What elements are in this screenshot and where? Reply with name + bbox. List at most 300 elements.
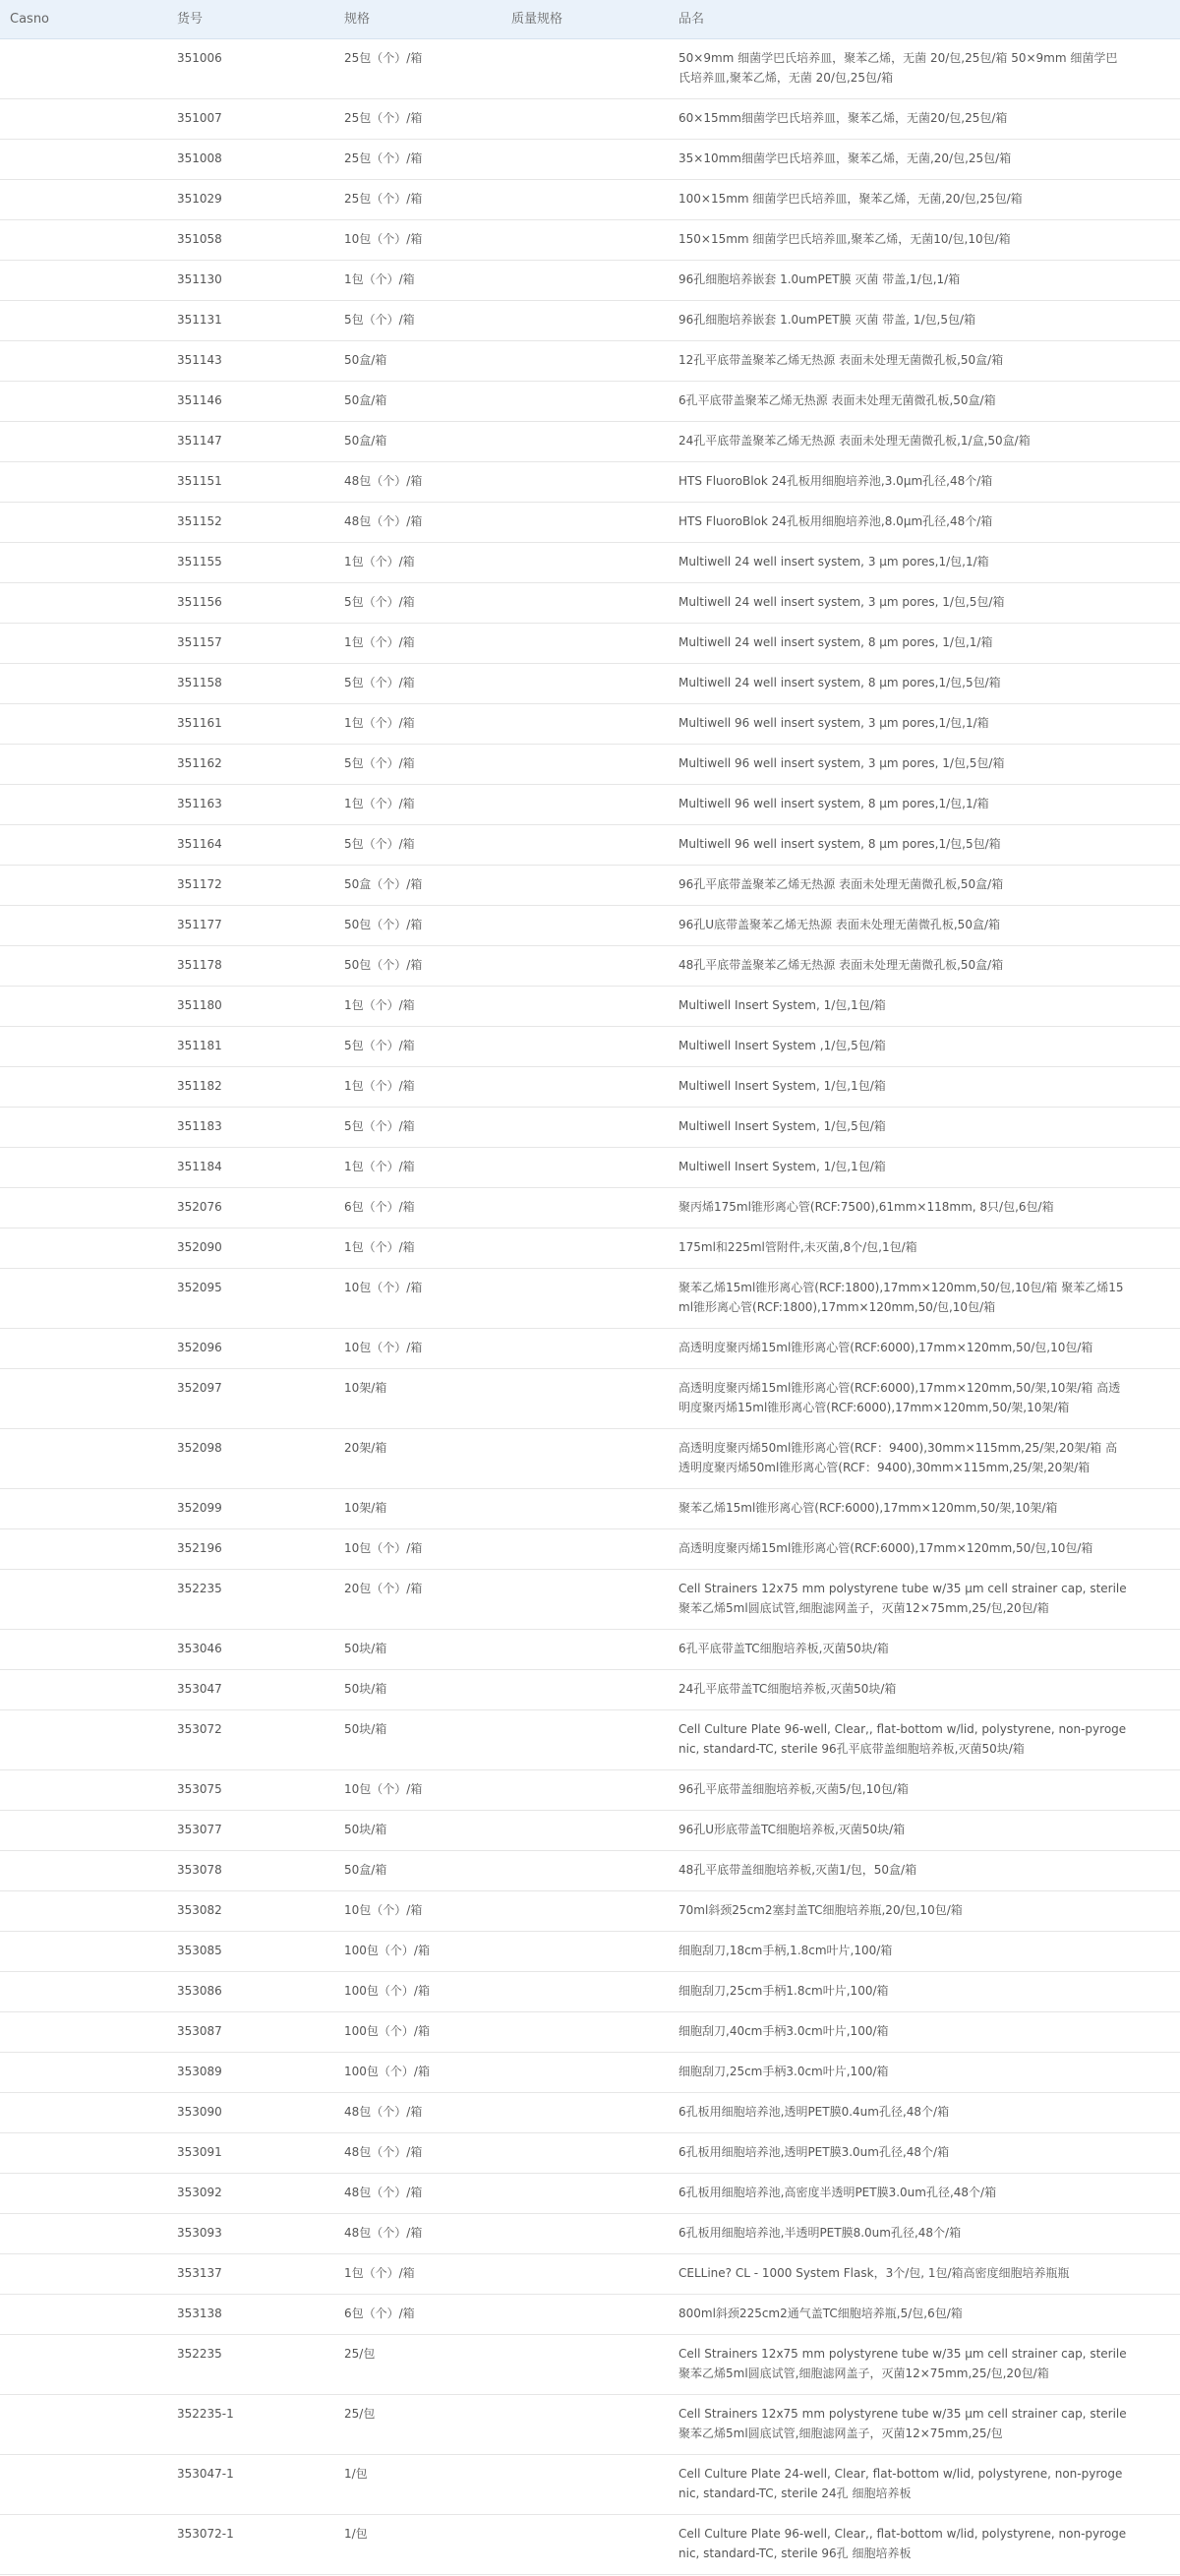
cell-spec: 6包（个）/箱	[344, 2306, 415, 2320]
table-body	[0, 39, 1180, 2575]
cell-casno	[10, 1369, 177, 1428]
cell-product-name: 6孔板用细胞培养池,高密度半透明PET膜3.0um孔径,48个/箱	[678, 2186, 997, 2199]
table-row	[0, 341, 1180, 382]
table-row	[0, 906, 1180, 946]
cell-product-name: Multiwell Insert System, 1/包,5包/箱	[678, 1119, 886, 1133]
table-row	[0, 1369, 1180, 1429]
cell-casno	[10, 1489, 177, 1528]
cell-spec: 20包（个）/箱	[344, 1582, 423, 1595]
table-row	[0, 624, 1180, 664]
cell-casno	[10, 624, 177, 663]
cell-quality-spec	[511, 866, 678, 905]
cell-product-name: 50×9mm 细菌学巴氏培养皿，聚苯乙烯，无菌 20/包,25包/箱 50×9mm 细菌学巴氏培养皿,聚苯乙烯，无菌 20/包,25包/箱	[678, 51, 1118, 85]
table-row	[0, 1770, 1180, 1811]
row-padding	[0, 825, 10, 865]
table-row	[0, 1188, 1180, 1228]
cell-quality-spec	[511, 704, 678, 744]
cell-product-name: 6孔板用细胞培养池,透明PET膜3.0um孔径,48个/箱	[678, 2145, 950, 2159]
cell-quality-spec	[511, 1851, 678, 1890]
cell-item-no: 351172	[177, 877, 222, 891]
cell-casno	[10, 180, 177, 219]
cell-product-name: 6孔板用细胞培养池,透明PET膜0.4um孔径,48个/箱	[678, 2105, 950, 2119]
cell-item-no: 351183	[177, 1119, 222, 1133]
table-row	[0, 1067, 1180, 1108]
cell-item-no: 353138	[177, 2306, 222, 2320]
table-row	[0, 2455, 1180, 2515]
cell-quality-spec	[511, 987, 678, 1026]
cell-product-name: 35×10mm细菌学巴氏培养皿，聚苯乙烯，无菌,20/包,25包/箱	[678, 151, 1012, 165]
cell-casno	[10, 1529, 177, 1569]
cell-spec: 50块/箱	[344, 1823, 387, 1836]
cell-casno	[10, 1269, 177, 1328]
cell-casno	[10, 1188, 177, 1228]
row-padding	[0, 39, 10, 98]
cell-casno	[10, 1891, 177, 1931]
cell-product-name: Cell Culture Plate 24-well, Clear, flat-bottom w/lid, polystyrene, non-pyrogenic, standard-TC, sterile 24孔 细胞培养板	[678, 2467, 1123, 2500]
cell-product-name: 聚苯乙烯15ml锥形离心管(RCF:6000),17mm×120mm,50/架,10架/箱	[678, 1501, 1058, 1515]
cell-item-no: 351006	[177, 51, 222, 65]
cell-spec: 48包（个）/箱	[344, 2186, 423, 2199]
cell-item-no: 353082	[177, 1903, 222, 1917]
cell-quality-spec	[511, 39, 678, 98]
cell-item-no: 351152	[177, 514, 222, 528]
cell-quality-spec	[511, 2053, 678, 2092]
table-row	[0, 180, 1180, 220]
row-padding	[0, 906, 10, 945]
row-padding	[0, 1188, 10, 1228]
cell-quality-spec	[511, 2133, 678, 2173]
cell-product-name: Cell Strainers 12x75 mm polystyrene tube w/35 μm cell strainer cap, sterile 聚苯乙烯5ml圆底试管,细胞滤网盖子，灭菌12×75mm,25/包,20包/箱	[678, 1582, 1127, 1615]
cell-spec: 10架/箱	[344, 1381, 387, 1395]
cell-spec: 50包（个）/箱	[344, 918, 423, 931]
cell-product-name: Multiwell 96 well insert system, 3 μm pores,1/包,1/箱	[678, 716, 989, 730]
cell-casno	[10, 2455, 177, 2514]
cell-casno	[10, 39, 177, 98]
row-padding	[0, 1570, 10, 1629]
cell-item-no: 352095	[177, 1281, 222, 1294]
row-padding	[0, 2133, 10, 2173]
table-row	[0, 261, 1180, 301]
cell-product-name: Multiwell 96 well insert system, 3 μm pores, 1/包,5包/箱	[678, 756, 1005, 770]
cell-casno	[10, 704, 177, 744]
cell-spec: 1包（个）/箱	[344, 1079, 415, 1093]
cell-item-no: 352076	[177, 1200, 222, 1214]
row-padding	[0, 704, 10, 744]
cell-quality-spec	[511, 220, 678, 260]
cell-casno	[10, 1027, 177, 1066]
table-row	[0, 987, 1180, 1027]
cell-casno	[10, 906, 177, 945]
cell-spec: 50盒/箱	[344, 434, 387, 448]
cell-spec: 50盒（个）/箱	[344, 877, 423, 891]
row-padding	[0, 2295, 10, 2334]
cell-casno	[10, 2012, 177, 2052]
row-padding	[0, 220, 10, 260]
cell-quality-spec	[511, 2295, 678, 2334]
cell-item-no: 351155	[177, 555, 222, 569]
cell-quality-spec	[511, 2254, 678, 2294]
cell-item-no: 351146	[177, 393, 222, 407]
cell-spec: 10包（个）/箱	[344, 1782, 423, 1796]
row-padding	[0, 1067, 10, 1107]
table-row	[0, 220, 1180, 261]
cell-casno	[10, 2053, 177, 2092]
cell-quality-spec	[511, 382, 678, 421]
row-padding	[0, 1148, 10, 1187]
row-padding	[0, 1027, 10, 1066]
table-row	[0, 503, 1180, 543]
cell-quality-spec	[511, 1188, 678, 1228]
table-row	[0, 2295, 1180, 2335]
cell-spec: 48包（个）/箱	[344, 514, 423, 528]
cell-item-no: 351007	[177, 111, 222, 125]
cell-item-no: 351177	[177, 918, 222, 931]
cell-item-no: 352196	[177, 1541, 222, 1555]
cell-item-no: 351162	[177, 756, 222, 770]
cell-quality-spec	[511, 1932, 678, 1971]
table-row	[0, 1811, 1180, 1851]
cell-item-no: 353072-1	[177, 2527, 234, 2541]
table-row	[0, 1710, 1180, 1770]
cell-spec: 10包（个）/箱	[344, 1281, 423, 1294]
cell-quality-spec	[511, 1329, 678, 1368]
cell-product-name: 175ml和225ml管附件,未灭菌,8个/包,1包/箱	[678, 1240, 917, 1254]
cell-casno	[10, 2093, 177, 2132]
row-padding	[0, 1932, 10, 1971]
cell-quality-spec	[511, 2455, 678, 2514]
table-row	[0, 422, 1180, 462]
header-padding	[0, 0, 10, 38]
cell-item-no: 351163	[177, 797, 222, 810]
cell-product-name: Multiwell Insert System, 1/包,1包/箱	[678, 998, 886, 1012]
cell-casno	[10, 1570, 177, 1629]
cell-casno	[10, 946, 177, 986]
cell-quality-spec	[511, 261, 678, 300]
table-row	[0, 1851, 1180, 1891]
cell-casno	[10, 866, 177, 905]
row-padding	[0, 1851, 10, 1890]
cell-product-name: Multiwell 24 well insert system, 3 μm pores, 1/包,5包/箱	[678, 595, 1005, 609]
table-header-row	[0, 0, 1180, 39]
table-row	[0, 1269, 1180, 1329]
cell-product-name: Multiwell 24 well insert system, 8 μm pores, 1/包,1/箱	[678, 635, 993, 649]
row-padding	[0, 301, 10, 340]
table-row	[0, 1932, 1180, 1972]
cell-product-name: HTS FluoroBlok 24孔板用细胞培养池,8.0μm孔径,48个/箱	[678, 514, 993, 528]
cell-product-name: 96孔平底带盖细胞培养板,灭菌5/包,10包/箱	[678, 1782, 909, 1796]
cell-spec: 1/包	[344, 2527, 368, 2541]
cell-product-name: Multiwell Insert System, 1/包,1包/箱	[678, 1079, 886, 1093]
cell-product-name: 800ml斜颈225cm2通气盖TC细胞培养瓶,5/包,6包/箱	[678, 2306, 963, 2320]
table-row	[0, 462, 1180, 503]
cell-product-name: 48孔平底带盖聚苯乙烯无热源 表面未处理无菌微孔板,50盒/箱	[678, 958, 1004, 972]
cell-quality-spec	[511, 341, 678, 381]
cell-product-name: 12孔平底带盖聚苯乙烯无热源 表面未处理无菌微孔板,50盒/箱	[678, 353, 1004, 367]
cell-item-no: 351008	[177, 151, 222, 165]
cell-item-no: 353085	[177, 1944, 222, 1957]
cell-casno	[10, 140, 177, 179]
cell-spec: 25包（个）/箱	[344, 151, 423, 165]
table-row	[0, 1529, 1180, 1570]
cell-quality-spec	[511, 1972, 678, 2011]
cell-spec: 48包（个）/箱	[344, 474, 423, 488]
cell-spec: 5包（个）/箱	[344, 837, 415, 851]
row-padding	[0, 2395, 10, 2454]
cell-quality-spec	[511, 1529, 678, 1569]
row-padding	[0, 2515, 10, 2574]
table-row	[0, 2174, 1180, 2214]
cell-casno	[10, 1228, 177, 1268]
table-row	[0, 1972, 1180, 2012]
cell-casno	[10, 1811, 177, 1850]
row-padding	[0, 2335, 10, 2394]
cell-spec: 25包（个）/箱	[344, 111, 423, 125]
table-row	[0, 2133, 1180, 2174]
row-padding	[0, 946, 10, 986]
cell-casno	[10, 2214, 177, 2253]
table-row	[0, 1489, 1180, 1529]
cell-spec: 1/包	[344, 2467, 368, 2481]
cell-product-name: 聚丙烯175ml锥形离心管(RCF:7500),61mm×118mm, 8只/包,6包/箱	[678, 1200, 1054, 1214]
row-padding	[0, 1228, 10, 1268]
cell-product-name: Cell Culture Plate 96-well, Clear,, flat-bottom w/lid, polystyrene, non-pyrogenic, standard-TC, sterile 96孔平底带盖细胞培养板,灭菌50块/箱	[678, 1722, 1127, 1756]
cell-casno	[10, 1108, 177, 1147]
cell-product-name: Multiwell Insert System, 1/包,1包/箱	[678, 1160, 886, 1173]
cell-spec: 1包（个）/箱	[344, 555, 415, 569]
cell-quality-spec	[511, 2335, 678, 2394]
cell-item-no: 351180	[177, 998, 222, 1012]
table-row	[0, 140, 1180, 180]
cell-product-name: 96孔平底带盖聚苯乙烯无热源 表面未处理无菌微孔板,50盒/箱	[678, 877, 1004, 891]
cell-quality-spec	[511, 2174, 678, 2213]
row-padding	[0, 2174, 10, 2213]
cell-casno	[10, 2335, 177, 2394]
cell-spec: 48包（个）/箱	[344, 2226, 423, 2240]
cell-item-no: 351151	[177, 474, 222, 488]
cell-spec: 1包（个）/箱	[344, 1160, 415, 1173]
cell-product-name: 100×15mm 细菌学巴氏培养皿，聚苯乙烯，无菌,20/包,25包/箱	[678, 192, 1023, 206]
cell-item-no: 351161	[177, 716, 222, 730]
cell-spec: 10包（个）/箱	[344, 232, 423, 246]
cell-item-no: 351131	[177, 313, 222, 327]
cell-quality-spec	[511, 624, 678, 663]
cell-quality-spec	[511, 422, 678, 461]
cell-item-no: 353078	[177, 1863, 222, 1877]
cell-product-name: Multiwell 24 well insert system, 3 μm pores,1/包,1/箱	[678, 555, 989, 569]
cell-product-name: 96孔细胞培养嵌套 1.0umPET膜 灭菌 带盖,1/包,1/箱	[678, 272, 961, 286]
cell-casno	[10, 1329, 177, 1368]
table-row	[0, 1670, 1180, 1710]
cell-product-name: 高透明度聚丙烯50ml锥形离心管(RCF：9400),30mm×115mm,25/架,20架/箱 高透明度聚丙烯50ml锥形离心管(RCF：9400),30mm×115mm,25/架,20架/箱	[678, 1441, 1118, 1474]
cell-spec: 1包（个）/箱	[344, 797, 415, 810]
cell-product-name: 高透明度聚丙烯15ml锥形离心管(RCF:6000),17mm×120mm,50/包,10包/箱	[678, 1541, 1093, 1555]
cell-item-no: 353077	[177, 1823, 222, 1836]
cell-quality-spec	[511, 946, 678, 986]
cell-casno	[10, 462, 177, 502]
table-row	[0, 1228, 1180, 1269]
cell-spec: 100包（个）/箱	[344, 1944, 430, 1957]
cell-casno	[10, 1932, 177, 1971]
cell-quality-spec	[511, 1269, 678, 1328]
cell-product-name: 96孔U底带盖聚苯乙烯无热源 表面未处理无菌微孔板,50盒/箱	[678, 918, 1000, 931]
cell-quality-spec	[511, 583, 678, 623]
cell-quality-spec	[511, 301, 678, 340]
cell-spec: 50盒/箱	[344, 353, 387, 367]
cell-item-no: 353087	[177, 2024, 222, 2038]
cell-spec: 100包（个）/箱	[344, 1984, 430, 1998]
table-row	[0, 2012, 1180, 2053]
row-padding	[0, 1529, 10, 1569]
cell-quality-spec	[511, 664, 678, 703]
row-padding	[0, 2012, 10, 2052]
cell-quality-spec	[511, 1770, 678, 1810]
table-row	[0, 825, 1180, 866]
cell-spec: 50盒/箱	[344, 1863, 387, 1877]
cell-spec: 10包（个）/箱	[344, 1341, 423, 1354]
table-row	[0, 1630, 1180, 1670]
cell-quality-spec	[511, 906, 678, 945]
cell-item-no: 351143	[177, 353, 222, 367]
cell-quality-spec	[511, 503, 678, 542]
cell-spec: 50块/箱	[344, 1682, 387, 1696]
table-row	[0, 301, 1180, 341]
cell-spec: 5包（个）/箱	[344, 313, 415, 327]
cell-casno	[10, 1670, 177, 1709]
cell-casno	[10, 1429, 177, 1488]
cell-product-name: Multiwell 24 well insert system, 8 μm pores,1/包,5包/箱	[678, 676, 1001, 689]
table-row	[0, 946, 1180, 987]
cell-casno	[10, 261, 177, 300]
cell-product-name: Multiwell 96 well insert system, 8 μm pores,1/包,5包/箱	[678, 837, 1001, 851]
row-padding	[0, 1108, 10, 1147]
cell-product-name: 6孔平底带盖聚苯乙烯无热源 表面未处理无菌微孔板,50盒/箱	[678, 393, 996, 407]
cell-spec: 25包（个）/箱	[344, 51, 423, 65]
table-row	[0, 664, 1180, 704]
cell-product-name: 细胞刮刀,18cm手柄,1.8cm叶片,100/箱	[678, 1944, 893, 1957]
cell-casno	[10, 2395, 177, 2454]
cell-product-name: 高透明度聚丙烯15ml锥形离心管(RCF:6000),17mm×120mm,50/包,10包/箱	[678, 1341, 1093, 1354]
row-padding	[0, 1269, 10, 1328]
table-row	[0, 1329, 1180, 1369]
cell-item-no: 352096	[177, 1341, 222, 1354]
row-padding	[0, 785, 10, 824]
cell-item-no: 352235	[177, 2347, 222, 2361]
cell-spec: 100包（个）/箱	[344, 2065, 430, 2078]
cell-product-name: 细胞刮刀,25cm手柄3.0cm叶片,100/箱	[678, 2065, 889, 2078]
table-row	[0, 382, 1180, 422]
cell-casno	[10, 220, 177, 260]
cell-quality-spec	[511, 1067, 678, 1107]
row-padding	[0, 2214, 10, 2253]
cell-spec: 6包（个）/箱	[344, 1200, 415, 1214]
cell-item-no: 353093	[177, 2226, 222, 2240]
cell-casno	[10, 664, 177, 703]
cell-quality-spec	[511, 1630, 678, 1669]
cell-item-no: 351156	[177, 595, 222, 609]
cell-casno	[10, 1972, 177, 2011]
cell-item-no: 353092	[177, 2186, 222, 2199]
cell-casno	[10, 422, 177, 461]
row-padding	[0, 1329, 10, 1368]
cell-item-no: 353072	[177, 1722, 222, 1736]
cell-quality-spec	[511, 1710, 678, 1769]
row-padding	[0, 866, 10, 905]
cell-spec: 25/包	[344, 2407, 376, 2421]
row-padding	[0, 341, 10, 381]
cell-quality-spec	[511, 1811, 678, 1850]
cell-spec: 1包（个）/箱	[344, 716, 415, 730]
table-row	[0, 2053, 1180, 2093]
cell-spec: 25/包	[344, 2347, 376, 2361]
cell-spec: 10包（个）/箱	[344, 1903, 423, 1917]
cell-spec: 5包（个）/箱	[344, 595, 415, 609]
cell-item-no: 351182	[177, 1079, 222, 1093]
cell-product-name: 48孔平底带盖细胞培养板,灭菌1/包，50盒/箱	[678, 1863, 917, 1877]
cell-quality-spec	[511, 1570, 678, 1629]
table-row	[0, 39, 1180, 99]
cell-quality-spec	[511, 1108, 678, 1147]
cell-item-no: 352098	[177, 1441, 222, 1455]
cell-quality-spec	[511, 1369, 678, 1428]
cell-spec: 50块/箱	[344, 1642, 387, 1655]
cell-product-name: Cell Strainers 12x75 mm polystyrene tube w/35 μm cell strainer cap, sterile 聚苯乙烯5ml圆底试管,细胞滤网盖子，灭菌12×75mm,25/包	[678, 2407, 1127, 2440]
cell-casno	[10, 543, 177, 582]
row-padding	[0, 503, 10, 542]
cell-spec: 48包（个）/箱	[344, 2105, 423, 2119]
cell-spec: 1包（个）/箱	[344, 2266, 415, 2280]
cell-product-name: 96孔细胞培养嵌套 1.0umPET膜 灭菌 带盖, 1/包,5包/箱	[678, 313, 976, 327]
cell-product-name: 细胞刮刀,25cm手柄1.8cm叶片,100/箱	[678, 1984, 889, 1998]
row-padding	[0, 1811, 10, 1850]
row-padding	[0, 422, 10, 461]
cell-product-name: 6孔板用细胞培养池,半透明PET膜8.0um孔径,48个/箱	[678, 2226, 962, 2240]
table-row	[0, 2093, 1180, 2133]
cell-product-name: 高透明度聚丙烯15ml锥形离心管(RCF:6000),17mm×120mm,50/架,10架/箱 高透明度聚丙烯15ml锥形离心管(RCF:6000),17mm×120mm,50/架,10架/箱	[678, 1381, 1121, 1414]
table-row	[0, 704, 1180, 745]
header-spec: 规格	[344, 12, 371, 27]
row-padding	[0, 261, 10, 300]
cell-quality-spec	[511, 99, 678, 139]
cell-spec: 48包（个）/箱	[344, 2145, 423, 2159]
table-row	[0, 2214, 1180, 2254]
table-row	[0, 2395, 1180, 2455]
table-row	[0, 2254, 1180, 2295]
cell-casno	[10, 1067, 177, 1107]
row-padding	[0, 664, 10, 703]
cell-product-name: Cell Culture Plate 96-well, Clear,, flat-bottom w/lid, polystyrene, non-pyrogenic, standard-TC, sterile 96孔 细胞培养板	[678, 2527, 1127, 2560]
cell-item-no: 351178	[177, 958, 222, 972]
cell-product-name: 96孔U形底带盖TC细胞培养板,灭菌50块/箱	[678, 1823, 906, 1836]
row-padding	[0, 1369, 10, 1428]
cell-spec: 50盒/箱	[344, 393, 387, 407]
cell-item-no: 351147	[177, 434, 222, 448]
row-padding	[0, 1972, 10, 2011]
cell-product-name: 6孔平底带盖TC细胞培养板,灭菌50块/箱	[678, 1642, 889, 1655]
cell-item-no: 351130	[177, 272, 222, 286]
row-padding	[0, 987, 10, 1026]
cell-casno	[10, 2254, 177, 2294]
cell-spec: 100包（个）/箱	[344, 2024, 430, 2038]
row-padding	[0, 2053, 10, 2092]
table-row	[0, 2515, 1180, 2575]
row-padding	[0, 624, 10, 663]
cell-quality-spec	[511, 1891, 678, 1931]
cell-casno	[10, 301, 177, 340]
row-padding	[0, 2093, 10, 2132]
table-row	[0, 1429, 1180, 1489]
row-padding	[0, 462, 10, 502]
table-row	[0, 866, 1180, 906]
